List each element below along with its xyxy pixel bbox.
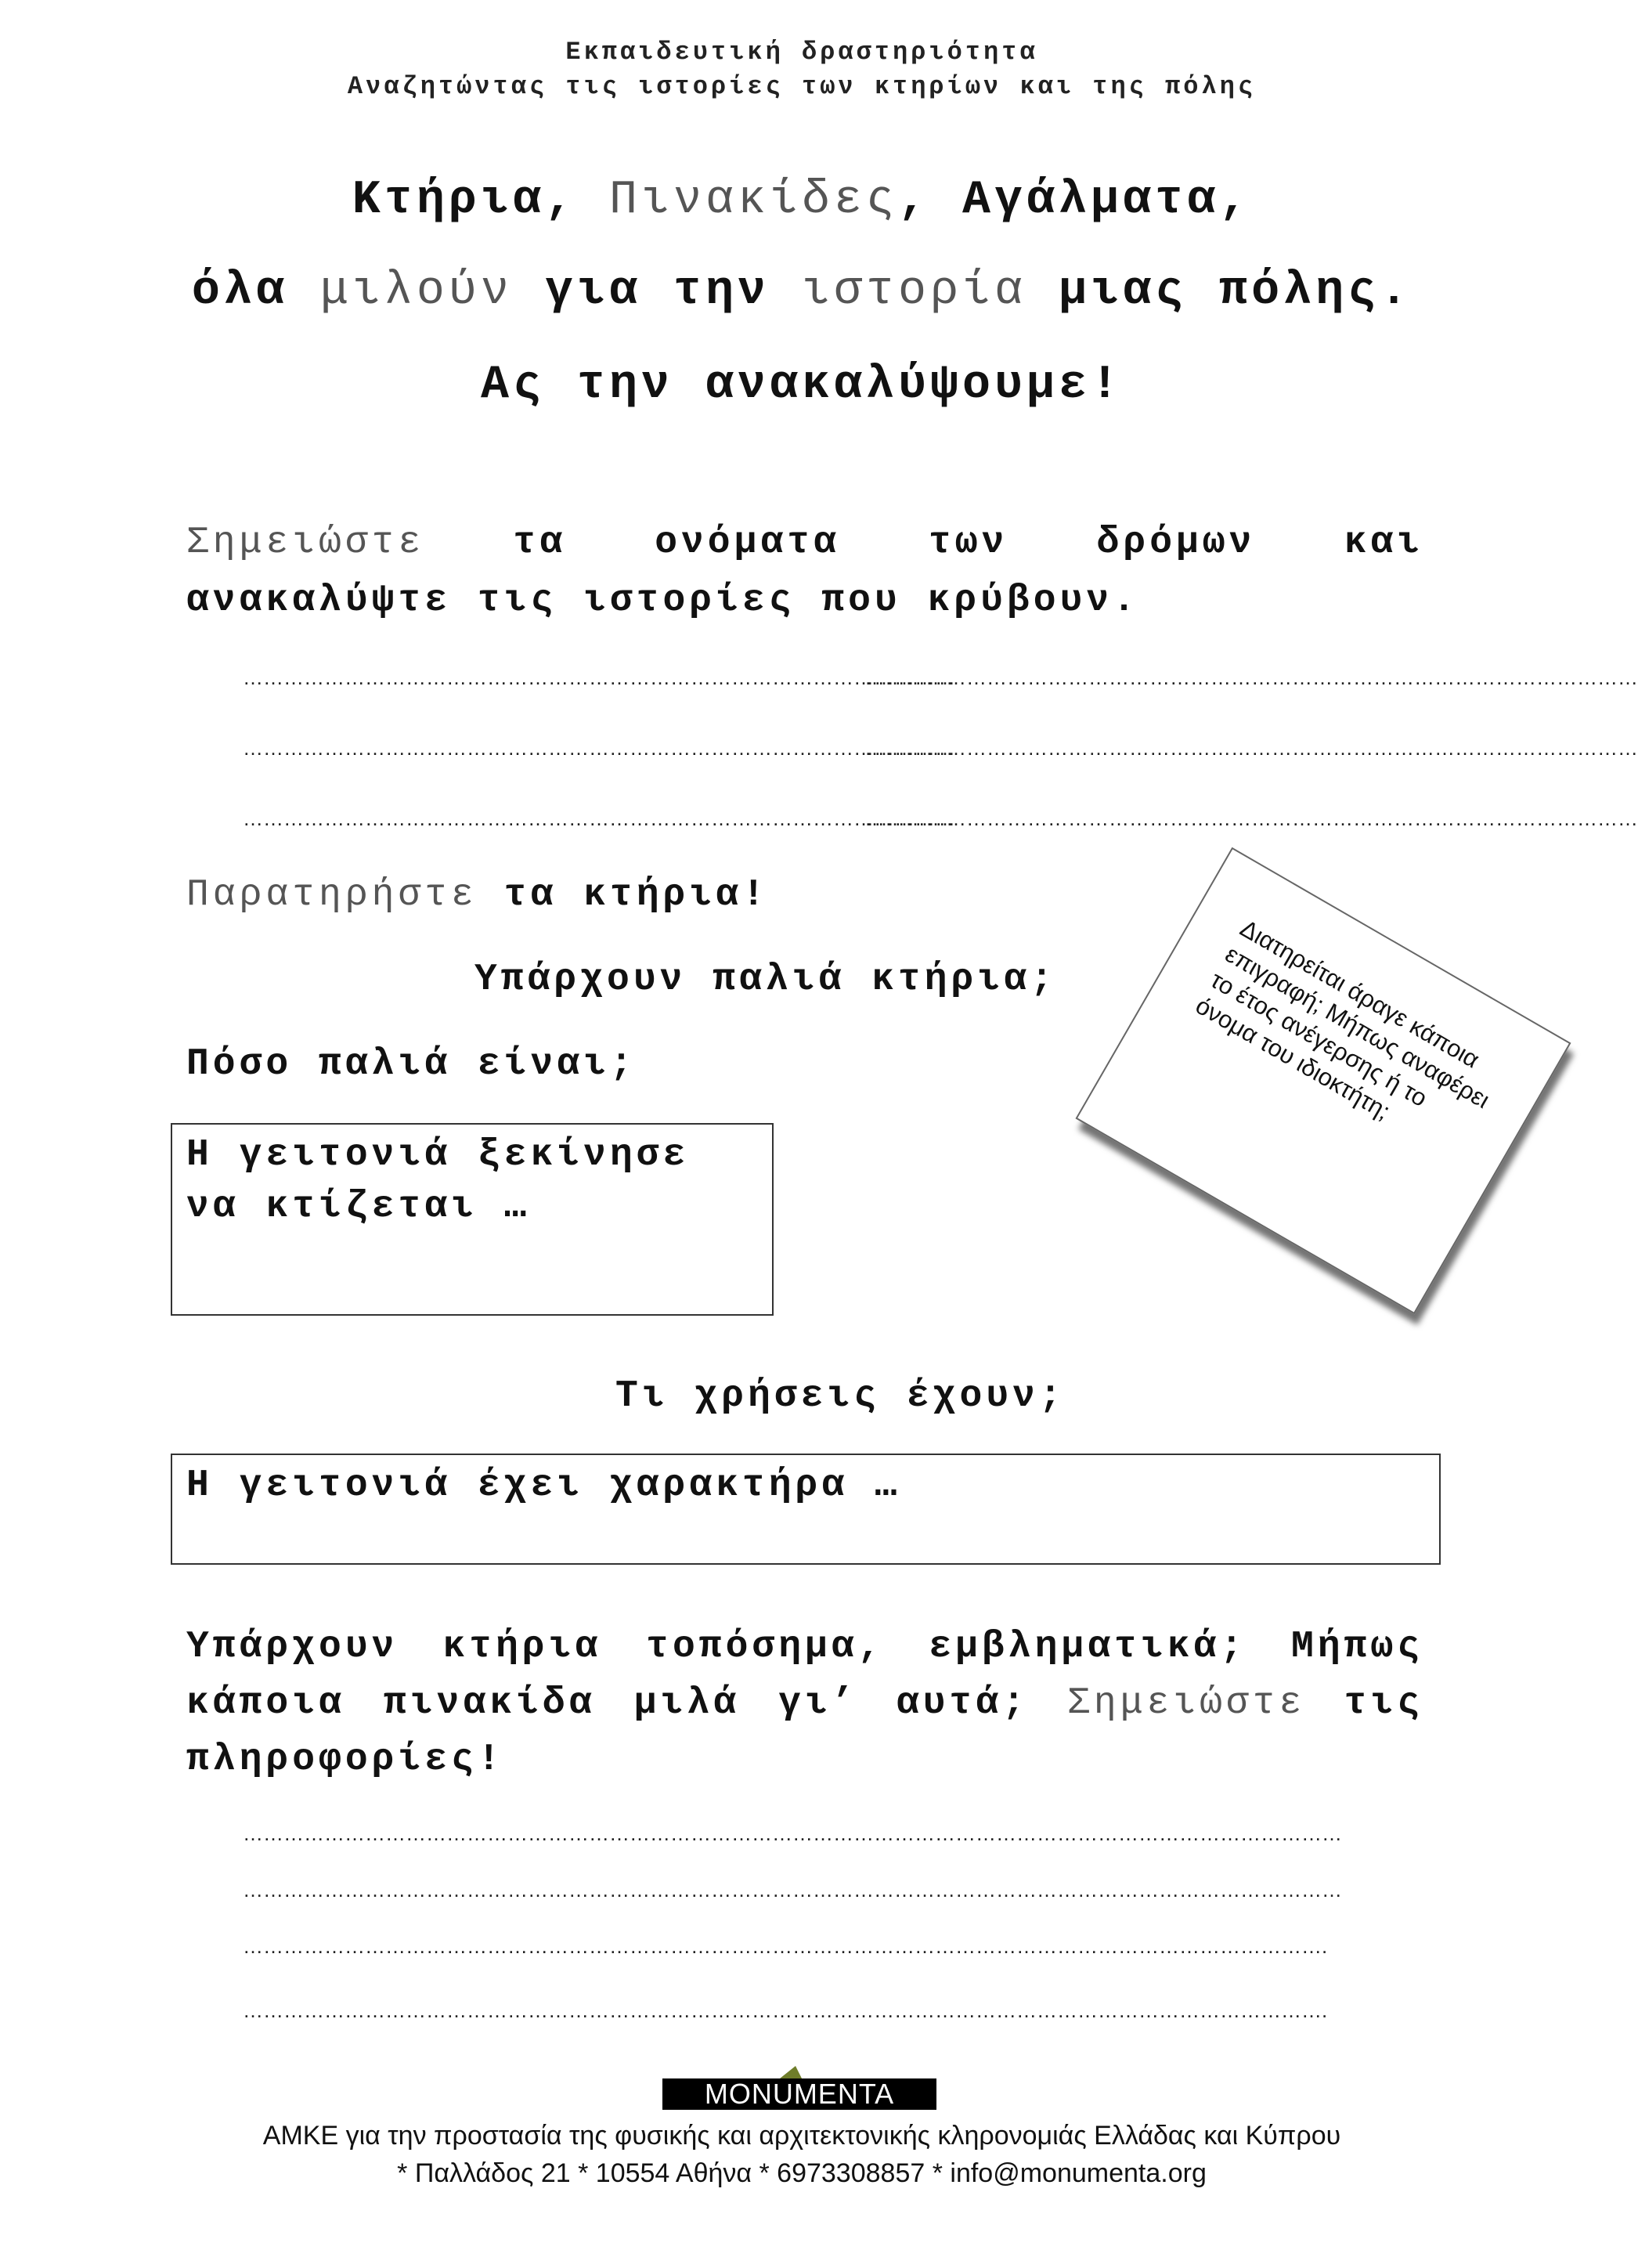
buildings-heading	[186, 874, 769, 916]
street-write-line[interactable]: ……………………………………………………………………………………………	[243, 666, 955, 689]
streets-rest: τα ονόματα των δρόμων και	[513, 522, 1423, 564]
title-line-2	[0, 265, 1604, 318]
title-word: ιστορία	[802, 265, 1027, 318]
streets-lead: Σημειώστε	[186, 522, 425, 564]
street-write-line[interactable]: ……………………………………………………………………………………………………	[864, 807, 1638, 830]
hint-note-card	[1075, 847, 1571, 1314]
footer-organization: ΑΜΚΕ για την προστασία της φυσικής και αρχιτεκτονικής κληρονομιάς Ελλάδας και Κύπρου	[262, 2121, 1341, 2151]
question-old-buildings: Υπάρχουν παλιά κτήρια;	[474, 959, 1057, 1001]
title-line-3: Ας την ανακαλύψουμε!	[480, 359, 1124, 412]
title-line-1	[0, 174, 1604, 227]
landmarks-question-line2	[186, 1682, 1423, 1724]
title-word: Πινακίδες	[608, 174, 899, 227]
logo-graphic	[662, 2064, 936, 2116]
buildings-lead: Παρατηρήστε	[186, 874, 478, 916]
landmarks-question-line1: Υπάρχουν κτήρια τοπόσημα, εμβληματικά; Μήπως	[186, 1626, 1423, 1668]
monumenta-logo	[662, 2064, 936, 2116]
answer-box-neighborhood-built[interactable]	[171, 1123, 774, 1316]
title-word: μιλούν	[319, 265, 513, 318]
answer-box-neighborhood-character[interactable]	[171, 1454, 1441, 1565]
landmarks-text: τις	[1344, 1682, 1423, 1724]
answer-box-prompt: Η γειτονιά έχει χαρακτήρα …	[186, 1464, 901, 1507]
landmarks-text: κάποια πινακίδα μιλά γι’ αυτά;	[186, 1682, 1029, 1724]
streets-instruction-line1	[186, 522, 1423, 564]
landmarks-lead: Σημειώστε	[1067, 1682, 1306, 1724]
info-write-line[interactable]: ………………………………………………………………………………………………………………………………………………	[243, 1878, 1342, 1901]
title-word: Κτήρια,	[352, 174, 577, 227]
header-subtitle: Αναζητώντας τις ιστορίες των κτηρίων και της πόλης	[347, 72, 1257, 101]
info-write-line[interactable]: …………………………………………………………………………………………………………………………………………….	[243, 1999, 1328, 2022]
street-write-line[interactable]: ……………………………………………………………………………………………………	[864, 736, 1638, 760]
answer-box-prompt: Η γειτονιά ξεκίνησε να κτίζεται …	[186, 1134, 690, 1228]
streets-instruction-line2: ανακαλύψτε τις ιστορίες που κρύβουν.	[186, 580, 1139, 622]
landmarks-question-line3: πληροφορίες!	[186, 1739, 504, 1781]
question-uses: Τι χρήσεις έχουν;	[615, 1375, 1066, 1418]
title-word: μιας πόλης.	[1059, 265, 1413, 318]
header-activity: Εκπαιδευτική δραστηριότητα	[565, 38, 1038, 67]
title-word: για την	[544, 265, 770, 318]
footer-contact[interactable]: * Παλλάδος 21 * 10554 Αθήνα * 6973308857 * info@monumenta.org	[397, 2158, 1207, 2188]
hint-note-text: Διατηρείται άραγε κάποια επιγραφή; Μήπως αναφέρει το έτος ανέγερσης ή το όνομα του ιδιοκτήτη;	[1191, 914, 1495, 1125]
street-write-line[interactable]: ……………………………………………………………………………………………	[243, 807, 955, 830]
logo-text: MONUMENTA	[704, 2078, 895, 2110]
title-word: όλα	[191, 265, 288, 318]
street-write-line[interactable]: ……………………………………………………………………………………………………	[864, 666, 1638, 689]
title-word: , Αγάλματα,	[898, 174, 1252, 227]
buildings-rest: τα κτήρια!	[503, 874, 769, 916]
question-age: Πόσο παλιά είναι;	[186, 1043, 637, 1085]
street-write-line[interactable]: ……………………………………………………………………………………………	[243, 736, 955, 760]
info-write-line[interactable]: ………………………………………………………………………………………………………………………………………………	[243, 1822, 1342, 1845]
info-write-line[interactable]: …………………………………………………………………………………………………………………………………………….	[243, 1934, 1328, 1958]
